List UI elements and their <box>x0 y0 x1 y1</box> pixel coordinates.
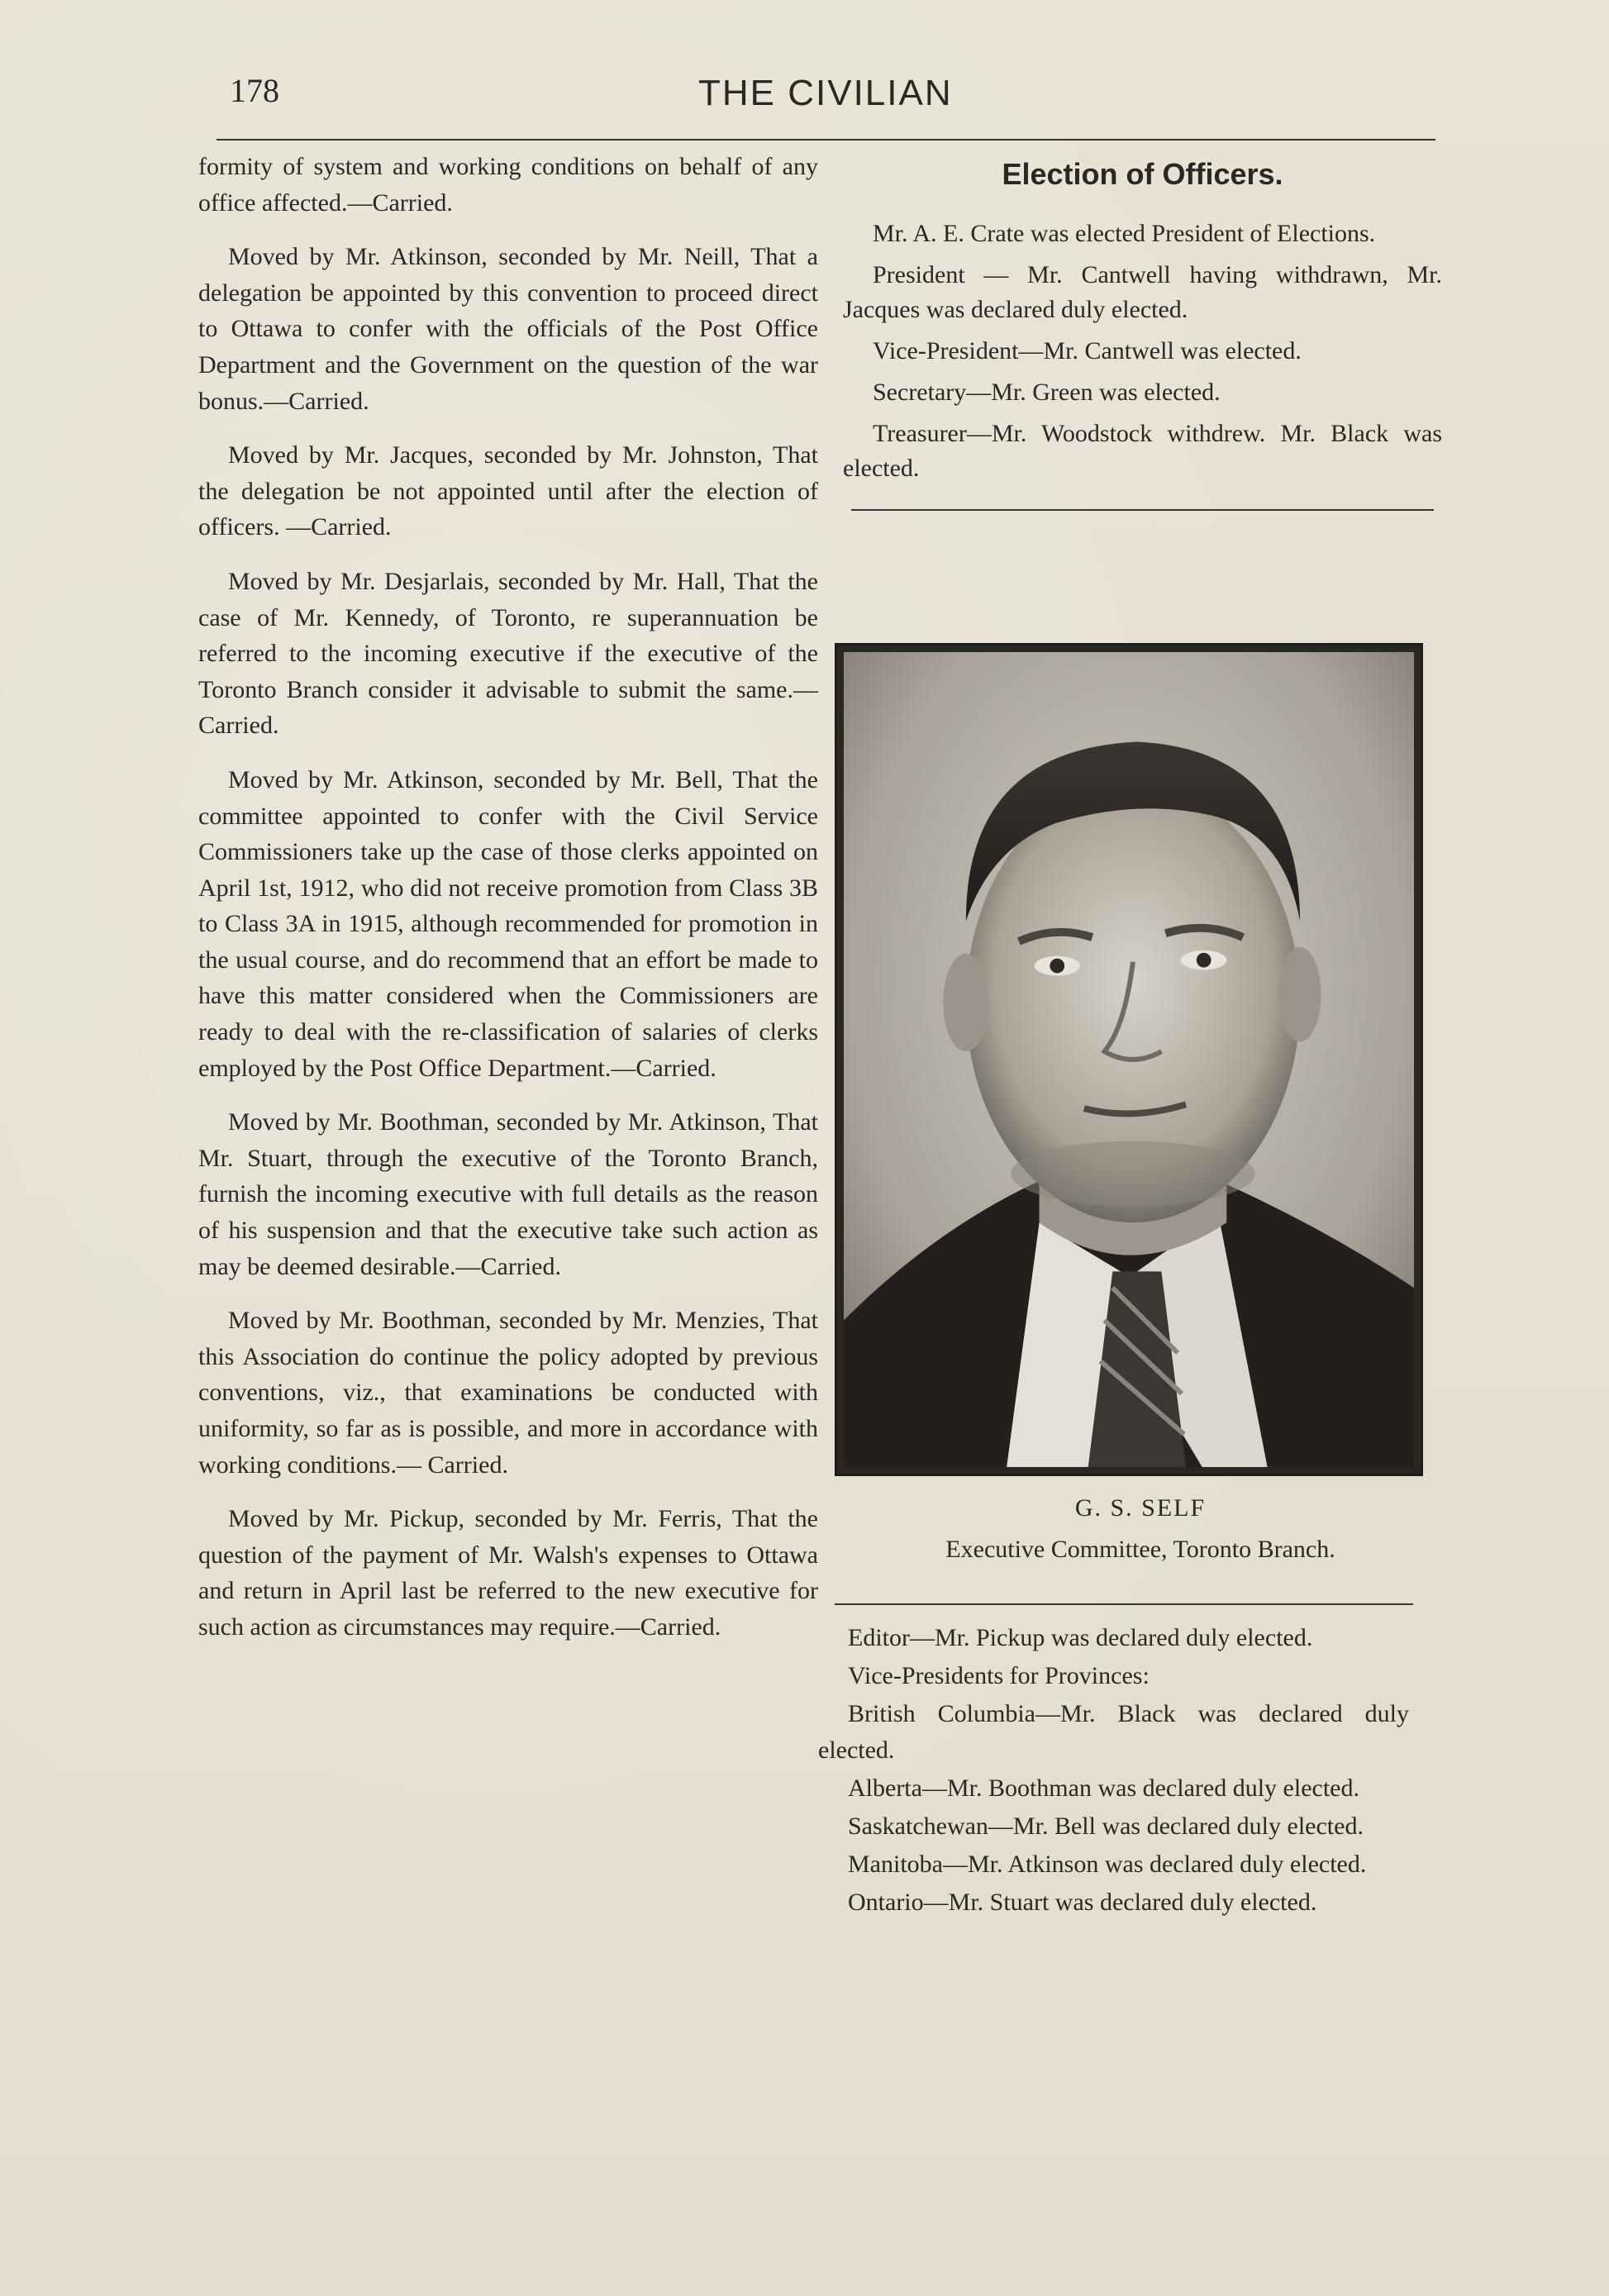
paragraph: formity of system and working conditions on behalf of any office affected.—Carried. <box>198 153 818 217</box>
officer-line: Vice-Presidents for Provinces: <box>848 1662 1150 1689</box>
officer-line: President — Mr. Cantwell having withdrawn, Mr. Jacques was declared duly elected. <box>843 261 1442 323</box>
caption-name: G. S. SELF <box>1074 1494 1207 1522</box>
paragraph: Moved by Mr. Jacques, seconded by Mr. Johnston, That the delegation be not appointed until after the election of officers. —Carried. <box>198 441 818 541</box>
paragraph: Moved by Mr. Desjarlais, seconded by Mr. Hall, That the case of Mr. Kennedy, of Toronto, re superannuation be referred to the incoming executive if the executive of the Toronto Branch consider it advisable to submit the same.—Carried. <box>198 567 818 740</box>
officer-line: Alberta—Mr. Boothman was declared duly elected. <box>848 1774 1359 1802</box>
right-column-lower <box>818 1620 1409 1922</box>
officer-line: Editor—Mr. Pickup was declared duly elected. <box>848 1624 1313 1651</box>
officer-line: Vice-President—Mr. Cantwell was elected. <box>873 337 1302 364</box>
officer-line: Treasurer—Mr. Woodstock withdrew. Mr. Black was elected. <box>843 420 1442 482</box>
officer-line: Saskatchewan—Mr. Bell was declared duly elected. <box>848 1813 1364 1840</box>
portrait-photo <box>835 643 1423 1476</box>
paragraph: Moved by Mr. Atkinson, seconded by Mr. Neill, That a delegation be appointed by this convention to proceed direct to Ottawa to confer with the officials of the Post Office Department and the Government on the question of the war bonus.—Carried. <box>198 243 818 415</box>
header-rule <box>217 139 1435 141</box>
officer-line: British Columbia—Mr. Black was declared duly elected. <box>818 1700 1409 1764</box>
officer-line: Secretary—Mr. Green was elected. <box>873 379 1221 406</box>
paragraph: Moved by Mr. Boothman, seconded by Mr. Atkinson, That Mr. Stuart, through the executive of the Toronto Branch, furnish the incoming executive with full details as the reason of his suspension and that the executive take such action as may be deemed desirable.—Carried. <box>198 1108 818 1280</box>
section-title: Election of Officers. <box>1002 157 1283 191</box>
right-column <box>843 149 1442 544</box>
paragraph: Moved by Mr. Pickup, seconded by Mr. Ferris, That the question of the payment of Mr. Walsh's expenses to Ottawa and return in April last be referred to the new executive for such action as circumstances may require.—Carried. <box>198 1505 818 1641</box>
photo-caption <box>843 1488 1438 1570</box>
officer-line: Mr. A. E. Crate was elected President of Elections. <box>873 220 1376 247</box>
section-divider <box>851 509 1434 511</box>
page-number: 178 <box>230 72 279 109</box>
section-divider <box>835 1603 1413 1605</box>
officer-line: Manitoba—Mr. Atkinson was declared duly elected. <box>848 1851 1367 1878</box>
portrait-image <box>844 652 1414 1467</box>
caption-role: Executive Committee, Toronto Branch. <box>945 1536 1335 1563</box>
left-column <box>198 149 818 1664</box>
officer-line: Ontario—Mr. Stuart was declared duly elected. <box>848 1889 1317 1916</box>
running-title: THE CIVILIAN <box>698 73 953 113</box>
paragraph: Moved by Mr. Boothman, seconded by Mr. Menzies, That this Association do continue the policy adopted by previous conventions, viz., that examinations be conducted with uniformity, so far as is possible, and more in accordance with working conditions.— Carried. <box>198 1307 818 1479</box>
paragraph: Moved by Mr. Atkinson, seconded by Mr. Bell, That the committee appointed to confer with the Civil Service Commissioners take up the case of those clerks appointed on April 1st, 1912, who did not receive promotion from Class 3B to Class 3A in 1915, although recommended for promotion in the usual course, and do recommend that an effort be made to have this matter considered when the Commissioners are ready to deal with the re-classification of salaries of clerks employed by the Post Office Department.—Carried. <box>198 765 818 1082</box>
